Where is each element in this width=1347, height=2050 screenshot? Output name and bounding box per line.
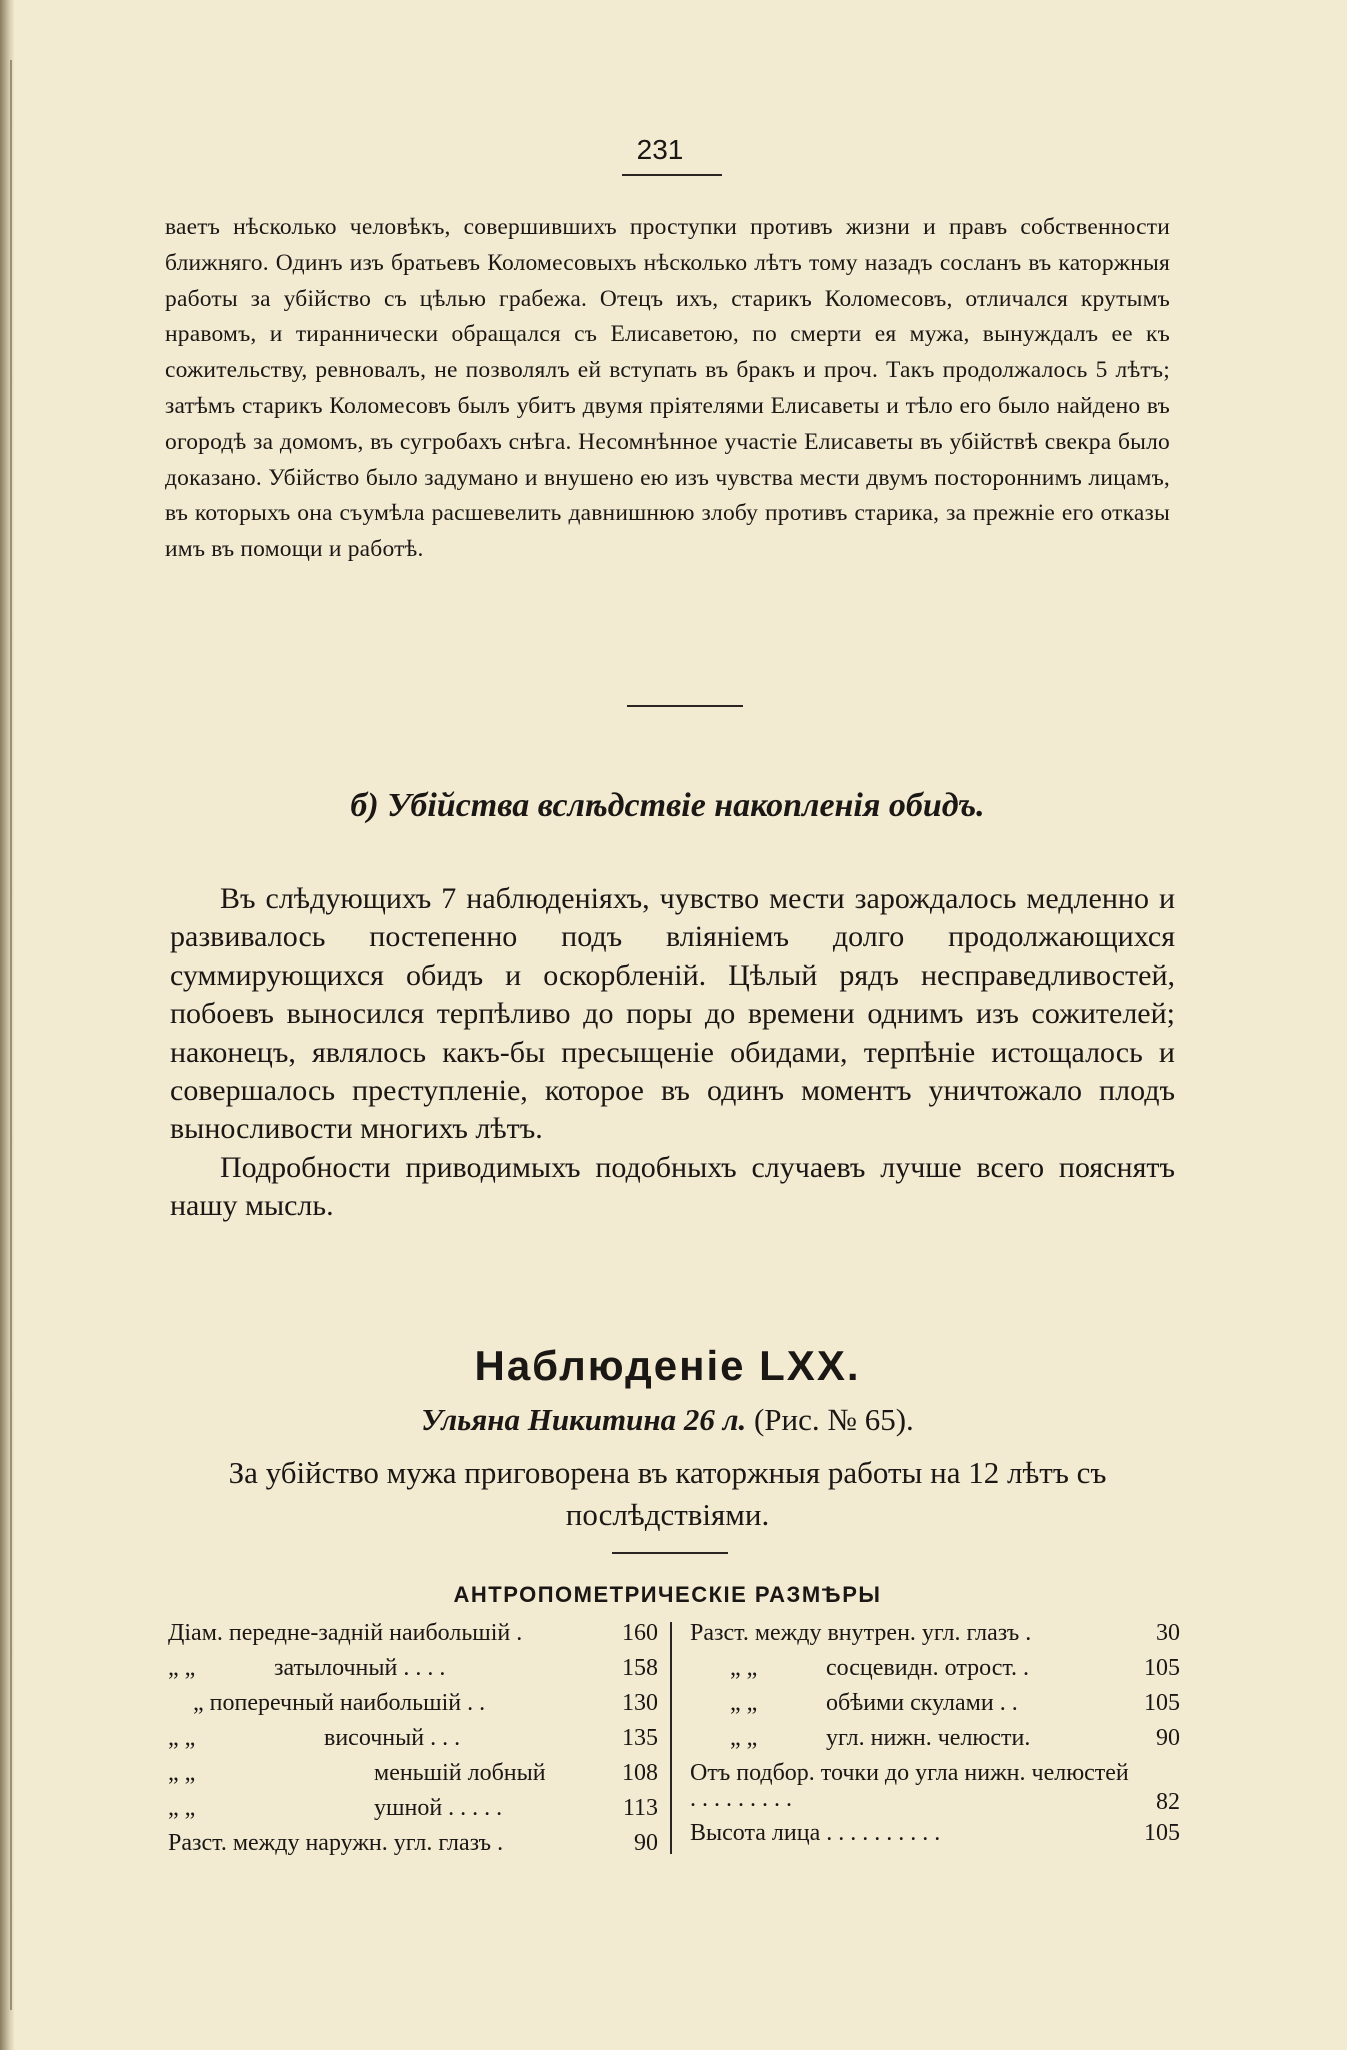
measurement-row <box>690 1760 1180 1820</box>
measurement-row <box>168 1725 658 1760</box>
row-prefix: Высота <box>690 1820 766 1846</box>
row-value: 90 <box>1156 1725 1180 1751</box>
row-label: ушной <box>374 1795 443 1821</box>
measurement-row <box>690 1820 1180 1855</box>
row-value: 90 <box>634 1830 658 1856</box>
row-value: 30 <box>1156 1620 1180 1646</box>
section-separator <box>627 705 743 707</box>
row-prefix: „ „ <box>730 1655 758 1681</box>
measurement-row <box>168 1795 658 1830</box>
row-prefix: Отъ <box>690 1760 731 1786</box>
row-dots: . <box>1023 1655 1030 1681</box>
row-value: 113 <box>622 1795 658 1821</box>
subject-line <box>165 1402 1170 1438</box>
row-dots: . . . . . . . . . <box>690 1786 792 1812</box>
column-divider <box>670 1622 672 1854</box>
row-dots: . <box>497 1830 504 1856</box>
observation-title: Наблюденіе LXX. <box>474 1342 861 1389</box>
figure-reference: (Рис. № 65). <box>753 1402 914 1437</box>
measurement-row <box>690 1655 1180 1690</box>
row-prefix: Разст. <box>168 1830 227 1856</box>
row-label: затылочный <box>274 1655 398 1681</box>
row-prefix: „ „ <box>168 1760 196 1786</box>
row-dots: . . . <box>430 1725 461 1751</box>
observation-separator <box>612 1552 728 1554</box>
row-value: 105 <box>1144 1820 1180 1846</box>
row-label: сосцевидн. отрост. <box>826 1655 1018 1681</box>
page-number: 231 <box>636 134 684 165</box>
measurement-row <box>690 1620 1180 1655</box>
section-body <box>170 880 1175 1226</box>
row-value: 105 <box>1144 1690 1180 1716</box>
top-paragraph: ваетъ нѣсколько человѣкъ, совершившихъ проступки противъ жизни и правъ собственности ближняго. Одинъ изъ братьевъ Коломесовыхъ нѣсколько лѣтъ тому назадъ сосланъ въ каторжныя работы за убійство съ цѣлью грабежа. Отецъ ихъ, старикъ Коломесовъ, отличался крутымъ нравомъ, и тираннически обращался съ Елисаветою, по смерти ея мужа, вынуждалъ ее къ сожительству, ревновалъ, не позволялъ ей вступать въ бракъ и проч. Такъ продолжалось 5 лѣтъ; затѣмъ старикъ Коломесовъ былъ убитъ двумя пріятелями Елисаветы и тѣло его было найдено въ огородѣ за домомъ, въ сугробахъ снѣга. Несомнѣнное участіе Елисаветы въ убійствѣ свекра было доказано. Убійство было задумано и внушено ею изъ чувства мести двумъ постороннимъ лицамъ, въ которыхъ она съумѣла расшевелить давнишнюю злобу противъ старика, за прежніе его отказы имъ въ помощи и работѣ. <box>165 214 1170 563</box>
row-label: меньшій лобный <box>374 1760 546 1786</box>
row-label: угл. нижн. челюсти. <box>826 1725 1031 1751</box>
row-label: подбор. точки до угла нижн. челюстей <box>736 1760 1129 1786</box>
measurement-row <box>168 1830 658 1865</box>
row-prefix: „ <box>193 1690 204 1716</box>
row-value: 158 <box>622 1655 658 1681</box>
row-prefix: Разст. <box>690 1620 749 1646</box>
row-label: поперечный наибольшій <box>209 1690 462 1716</box>
row-label: между внутрен. угл. глазъ <box>754 1620 1020 1646</box>
sentence-line: За убійство мужа приговорена въ каторжныя работы на 12 лѣтъ съ послѣдствіями. <box>228 1455 1107 1532</box>
row-label: лица <box>771 1820 821 1846</box>
row-prefix: „ „ <box>730 1725 758 1751</box>
measurement-row <box>168 1655 658 1690</box>
row-value: 82 <box>1156 1789 1180 1815</box>
row-value: 160 <box>622 1620 658 1646</box>
row-label: передне-задній наибольшій <box>228 1620 511 1646</box>
row-value: 135 <box>622 1725 658 1751</box>
row-prefix: „ „ <box>168 1795 196 1821</box>
row-dots: . <box>1025 1620 1032 1646</box>
measurements-left-column <box>168 1620 658 1865</box>
section-heading: б) Убійства вслѣдствіе накопленія обидъ. <box>350 787 985 824</box>
subject-name: Ульяна Никитина 26 л. <box>421 1402 747 1437</box>
row-dots: . . . . . . . . . . <box>826 1820 941 1846</box>
page-number-rule <box>622 174 722 176</box>
row-prefix: „ „ <box>168 1655 196 1681</box>
measurement-row <box>168 1620 658 1655</box>
row-label: между наружн. угл. глазъ <box>232 1830 492 1856</box>
page-edge-line <box>10 60 12 2010</box>
row-value: 108 <box>622 1760 658 1786</box>
row-dots: . . . . <box>403 1655 446 1681</box>
row-value: 105 <box>1144 1655 1180 1681</box>
section-paragraph-1: Въ слѣдующихъ 7 наблюденіяхъ, чувство мести зарождалось медленно и развивалось постепенно подъ вліяніемъ долго продолжающихся суммирующихся обидъ и оскорбленій. Цѣлый рядъ несправедливостей, побоевъ выносился терпѣливо до поры до времени однимъ изъ сожителей; наконецъ, являлось какъ-бы пресыщеніе обидами, терпѣніе истощалось и совершалось преступленіе, которое въ одинъ моментъ уничтожало плодъ выносливости многихъ лѣтъ. <box>170 882 1175 1146</box>
row-dots: . . <box>467 1690 486 1716</box>
measurement-row <box>690 1725 1180 1760</box>
row-prefix: Діам. <box>168 1620 223 1646</box>
row-dots: . . <box>999 1690 1018 1716</box>
row-label: обѣими скулами <box>826 1690 994 1716</box>
row-label: височный <box>324 1725 425 1751</box>
row-dots: . <box>516 1620 523 1646</box>
row-dots: . . . . . <box>448 1795 503 1821</box>
measurement-row <box>690 1690 1180 1725</box>
measurements-title: АНТРОПОМЕТРИЧЕСКІЕ РАЗМѢРЫ <box>453 1582 882 1607</box>
measurement-row <box>168 1690 658 1725</box>
measurements-right-column <box>690 1620 1180 1855</box>
row-value: 130 <box>622 1690 658 1716</box>
row-prefix: „ „ <box>168 1725 196 1751</box>
measurement-row <box>168 1760 658 1795</box>
row-prefix: „ „ <box>730 1690 758 1716</box>
section-paragraph-2: Подробности приводимыхъ подобныхъ случаевъ лучше всего пояснятъ нашу мысль. <box>170 1150 1175 1223</box>
